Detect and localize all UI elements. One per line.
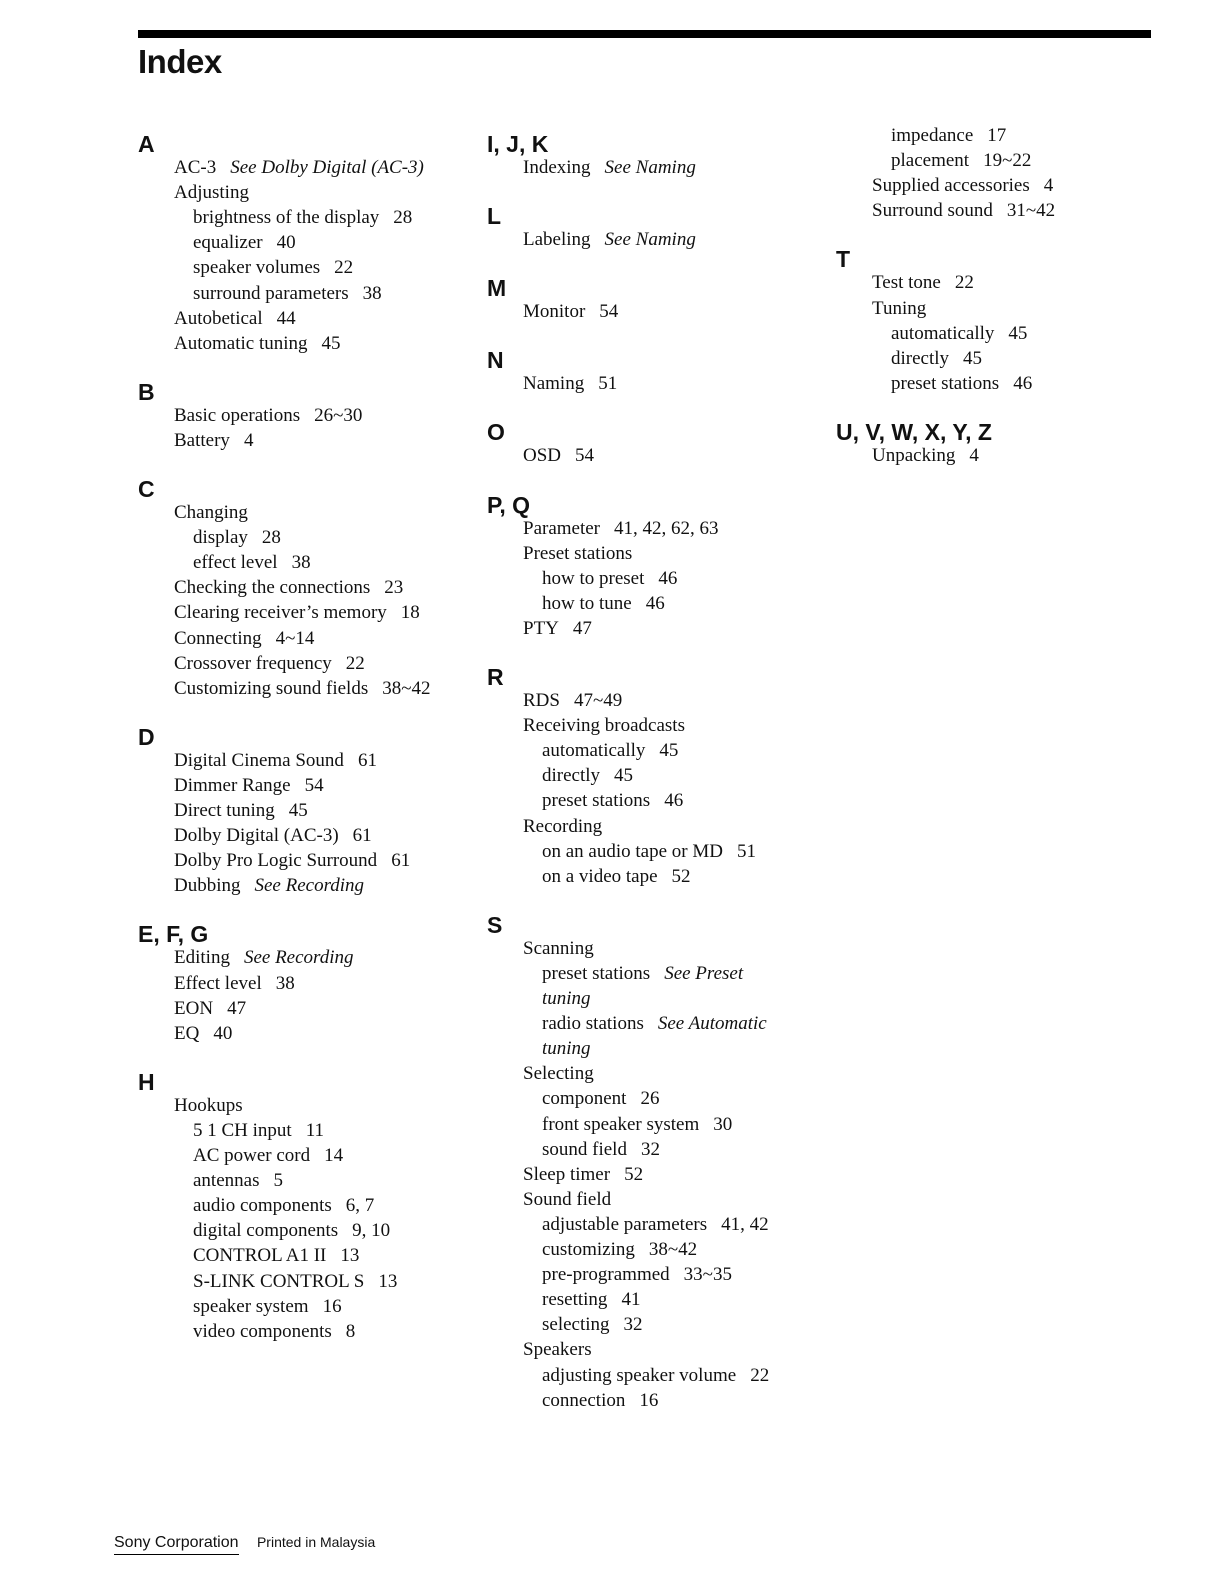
index-term: 5 1 CH input: [193, 1119, 292, 1141]
index-term: adjustable parameters: [542, 1213, 708, 1235]
index-subentry: [542, 789, 683, 813]
page-reference: 4: [1043, 175, 1054, 197]
page-reference: 47: [227, 997, 247, 1019]
page-reference: 4~14: [275, 627, 315, 649]
page-reference: 28: [393, 207, 413, 229]
index-entry: [174, 972, 295, 996]
index-term: RDS: [523, 690, 560, 711]
page-reference: 54: [304, 774, 324, 796]
index-entry: [174, 601, 420, 625]
index-entry: [523, 372, 617, 396]
index-term: CONTROL A1 II: [193, 1245, 327, 1267]
index-term: connection: [542, 1389, 626, 1411]
index-entry: [174, 799, 308, 823]
index-term: front speaker system: [542, 1113, 700, 1135]
page-reference: 45: [1008, 322, 1028, 344]
index-term: on an audio tape or MD: [542, 840, 723, 862]
index-term: Effect level: [174, 972, 262, 994]
index-term: display: [193, 527, 248, 549]
index-subentry: [193, 1244, 359, 1268]
index-entry: [523, 1062, 594, 1086]
page-reference: 51: [598, 373, 618, 395]
index-term: Autobetical: [174, 307, 263, 329]
page-reference: 40: [213, 1022, 233, 1044]
page-reference: 4: [243, 429, 254, 451]
page-reference: 61: [391, 850, 411, 872]
page-reference: 61: [352, 825, 372, 847]
index-entry: [174, 181, 249, 205]
page-reference: 38: [275, 972, 295, 994]
page-reference: 32: [623, 1314, 643, 1336]
index-entry-continuation: tuning: [542, 988, 591, 1009]
index-term: PTY: [523, 617, 559, 639]
index-term: on a video tape: [542, 865, 658, 887]
index-term: Preset stations: [523, 542, 633, 564]
page-reference: 9, 10: [352, 1220, 391, 1242]
index-term: radio stations: [542, 1013, 644, 1035]
index-entry: [523, 689, 622, 713]
index-term: directly: [891, 347, 950, 369]
index-term: digital components: [193, 1220, 339, 1242]
index-entry: [174, 1094, 243, 1118]
index-entry: [523, 617, 592, 641]
index-subentry: [193, 1169, 283, 1193]
index-subentry: [193, 231, 296, 255]
section-heading: M: [487, 275, 507, 302]
page-reference: 45: [288, 800, 308, 821]
index-entry: [523, 815, 602, 839]
page-reference: 61: [357, 749, 377, 771]
index-term: directly: [542, 765, 601, 787]
section-heading: I, J, K: [487, 131, 549, 157]
index-entry: [174, 156, 424, 180]
page-reference: 31~42: [1006, 200, 1056, 222]
index-entry: [174, 652, 365, 676]
section-heading: T: [836, 246, 851, 273]
index-term: Hookups: [174, 1094, 243, 1116]
section-heading: S: [487, 911, 503, 938]
index-term: Connecting: [174, 627, 262, 649]
index-term: antennas: [193, 1170, 260, 1192]
index-term: customizing: [542, 1239, 635, 1260]
index-entry: [523, 300, 618, 324]
index-term: Tuning: [872, 297, 927, 319]
page-reference: 22: [954, 272, 974, 294]
index-subentry: [193, 256, 353, 280]
index-subentry: [542, 840, 756, 864]
page-reference: 54: [575, 445, 595, 467]
index-entry: [872, 297, 926, 321]
index-term: Editing: [174, 947, 230, 969]
index-entry: [174, 946, 354, 970]
page-reference: 28: [261, 527, 281, 549]
index-subentry: [542, 1087, 659, 1111]
page-reference: 4: [969, 444, 979, 466]
page-reference: 11: [305, 1119, 324, 1141]
index-subentry: [193, 1144, 343, 1168]
index-term: Digital Cinema Sound: [174, 749, 344, 771]
index-term: brightness of the display: [193, 207, 380, 229]
index-entry: [523, 228, 696, 252]
page-reference: 52: [671, 865, 691, 887]
index-entry: [174, 332, 341, 356]
index-term: Dimmer Range: [174, 774, 291, 796]
index-subentry: [542, 1313, 643, 1337]
index-subentry: [891, 347, 982, 371]
index-term: Customizing sound fields: [174, 677, 369, 699]
index-entry: [174, 997, 246, 1021]
index-entry: [174, 1022, 232, 1046]
section-heading: L: [487, 203, 502, 230]
page-reference: 22: [750, 1364, 770, 1386]
page-reference: 17: [987, 125, 1007, 146]
index-term: impedance: [891, 125, 974, 146]
page-reference: 54: [599, 301, 619, 323]
index-subentry: [542, 1389, 658, 1413]
page-reference: 30: [713, 1113, 733, 1135]
index-subentry: [542, 567, 677, 591]
page-reference: 26: [640, 1088, 660, 1110]
section-heading: H: [138, 1068, 155, 1095]
see-reference: See Naming: [604, 157, 696, 178]
index-term: audio components: [193, 1195, 332, 1217]
index-term: Adjusting: [174, 182, 249, 204]
index-term: Dolby Digital (AC-3): [174, 825, 339, 847]
index-term: Indexing: [523, 157, 591, 178]
index-term: preset stations: [542, 790, 651, 812]
index-term: sound field: [542, 1138, 627, 1160]
see-reference: See Dolby Digital (AC-3): [230, 157, 424, 178]
index-subentry: [542, 1238, 697, 1262]
footer-printed-note: Printed in Malaysia: [256, 1534, 376, 1550]
index-subentry: [193, 282, 382, 306]
index-subentry: [542, 1138, 660, 1162]
index-subentry: [542, 1288, 640, 1312]
index-term: Labeling: [523, 229, 591, 251]
page-reference: 51: [736, 840, 756, 862]
page-reference: 45: [614, 765, 634, 787]
page-reference: 33~35: [683, 1264, 732, 1286]
index-term: Changing: [174, 502, 248, 523]
index-subentry: [891, 149, 1031, 173]
index-entry: [174, 501, 248, 525]
page-reference: 13: [378, 1270, 398, 1292]
page-reference: 23: [384, 577, 404, 599]
index-term: EON: [174, 997, 214, 1019]
page-reference: 41, 42: [721, 1213, 769, 1235]
index-subentry: [193, 1270, 397, 1294]
see-reference: See Automatic: [657, 1013, 767, 1035]
index-entry: [174, 404, 362, 428]
index-entry: [174, 576, 403, 600]
index-term: effect level: [193, 552, 278, 574]
page-reference: 38: [362, 282, 382, 304]
index-entry: [174, 307, 296, 331]
index-entry: [523, 1163, 643, 1187]
index-entry: [872, 444, 979, 468]
section-heading: R: [487, 664, 504, 690]
index-subentry: [542, 1113, 732, 1137]
index-term: video components: [193, 1320, 332, 1342]
index-term: placement: [891, 150, 970, 172]
footer-company: Sony Corporation: [114, 1534, 239, 1555]
index-subentry: [193, 1219, 390, 1243]
index-term: OSD: [523, 445, 562, 467]
index-subentry: [542, 1037, 591, 1061]
section-heading: E, F, G: [138, 921, 209, 948]
index-subentry: [542, 987, 591, 1011]
index-entry: [523, 714, 685, 738]
section-heading: N: [487, 347, 504, 374]
page-reference: 45: [321, 332, 341, 354]
section-heading: D: [138, 723, 155, 750]
page-reference: 16: [322, 1295, 342, 1317]
page-reference: 13: [340, 1245, 360, 1267]
index-entry: [174, 677, 431, 701]
page-reference: 18: [400, 602, 420, 624]
index-subentry: [891, 322, 1027, 346]
index-term: adjusting speaker volume: [542, 1364, 737, 1386]
page-reference: 46: [658, 567, 678, 589]
index-term: Test tone: [872, 272, 941, 294]
index-term: AC power cord: [193, 1145, 311, 1166]
section-heading: P, Q: [487, 491, 531, 518]
page-reference: 14: [324, 1145, 344, 1166]
index-entry: [523, 1338, 592, 1362]
page-reference: 46: [664, 790, 684, 812]
index-term: automatically: [542, 740, 646, 762]
page-reference: 46: [645, 592, 665, 614]
index-term: Basic operations: [174, 404, 301, 426]
index-subentry: [542, 1213, 769, 1237]
page-reference: 32: [640, 1138, 660, 1160]
index-term: preset stations: [891, 372, 1000, 394]
index-term: how to tune: [542, 592, 632, 614]
index-term: Naming: [523, 373, 585, 395]
index-subentry: [542, 764, 633, 788]
index-term: component: [542, 1088, 627, 1110]
page-title: Index: [138, 43, 222, 80]
index-subentry: [193, 206, 412, 230]
index-term: Surround sound: [872, 200, 993, 222]
index-term: AC-3: [174, 157, 217, 178]
index-term: Clearing receiver’s memory: [174, 602, 387, 624]
index-term: equalizer: [193, 232, 263, 254]
page-reference: 19~22: [983, 150, 1032, 172]
page-reference: 38~42: [648, 1239, 698, 1260]
index-term: selecting: [542, 1314, 610, 1336]
index-subentry: [891, 124, 1006, 148]
index-subentry: [542, 1263, 732, 1287]
index-subentry: [193, 1194, 374, 1218]
index-term: automatically: [891, 322, 995, 344]
page-reference: 45: [963, 347, 983, 369]
index-term: Dolby Pro Logic Surround: [174, 850, 378, 872]
page-reference: 44: [276, 307, 296, 329]
page-reference: 38~42: [382, 677, 431, 699]
index-subentry: [193, 526, 281, 550]
footer: [114, 1534, 375, 1555]
page-reference: 8: [345, 1320, 356, 1342]
index-term: Selecting: [523, 1063, 594, 1085]
index-subentry: [542, 592, 665, 616]
section-heading: C: [138, 476, 155, 502]
index-subentry: [542, 1012, 767, 1036]
index-subentry: [193, 551, 311, 575]
page-reference: 22: [334, 257, 354, 279]
index-term: Parameter: [523, 517, 601, 539]
page-reference: 40: [276, 232, 296, 254]
page-reference: 38: [291, 552, 311, 574]
index-subentry: [193, 1295, 342, 1319]
index-term: Automatic tuning: [174, 332, 308, 354]
page-reference: 41, 42, 62, 63: [614, 517, 719, 539]
index-entry: [523, 542, 632, 566]
see-reference: See Preset: [664, 962, 744, 984]
index-term: resetting: [542, 1289, 608, 1311]
index-entry: [174, 824, 372, 848]
index-term: Dubbing: [174, 875, 241, 897]
index-subentry: [542, 1364, 769, 1388]
index-term: speaker volumes: [193, 257, 321, 279]
index-entry-continuation: tuning: [542, 1038, 591, 1060]
index-term: preset stations: [542, 962, 651, 984]
index-term: Scanning: [523, 937, 594, 959]
index-term: Sound field: [523, 1188, 612, 1210]
index-term: S-LINK CONTROL S: [193, 1270, 365, 1292]
index-entry: [174, 849, 410, 873]
index-entry: [523, 156, 696, 180]
see-reference: See Recording: [254, 875, 365, 897]
index-entry: [174, 774, 324, 798]
index-entry: [523, 1188, 611, 1212]
page-reference: 41: [621, 1289, 641, 1311]
page-reference: 47: [572, 617, 592, 639]
page-reference: 47~49: [573, 690, 623, 711]
page-reference: 5: [273, 1170, 283, 1192]
index-subentry: [542, 739, 678, 763]
index-term: surround parameters: [193, 282, 349, 304]
index-entry: [523, 444, 594, 468]
index-term: how to preset: [542, 567, 645, 589]
index-term: pre-programmed: [542, 1264, 670, 1286]
index-entry: [872, 199, 1055, 223]
page-reference: 46: [1013, 372, 1033, 394]
index-entry: [872, 174, 1053, 198]
page-reference: 45: [659, 740, 679, 762]
index-term: Sleep timer: [523, 1163, 611, 1185]
page-reference: 52: [624, 1163, 644, 1185]
index-entry: [523, 937, 594, 961]
page-reference: 26~30: [314, 404, 363, 426]
top-rule: [138, 30, 1151, 38]
index-entry: [174, 429, 253, 453]
section-heading: U, V, W, X, Y, Z: [836, 418, 992, 445]
index-entry: [174, 627, 314, 651]
index-subentry: [193, 1119, 324, 1143]
index-term: Checking the connections: [174, 577, 371, 599]
page-reference: 16: [639, 1389, 659, 1411]
section-heading: A: [138, 131, 155, 157]
index-subentry: [542, 962, 743, 986]
index-entry: [174, 874, 364, 898]
section-heading: O: [487, 419, 505, 446]
page-reference: 22: [345, 652, 365, 674]
index-term: Supplied accessories: [872, 175, 1030, 197]
index-term: speaker system: [193, 1295, 309, 1317]
see-reference: See Recording: [243, 947, 354, 969]
index-subentry: [193, 1320, 355, 1344]
index-term: Monitor: [523, 301, 586, 323]
index-subentry: [891, 372, 1032, 396]
index-term: Receiving broadcasts: [523, 715, 685, 737]
index-term: Crossover frequency: [174, 652, 332, 674]
section-heading: B: [138, 378, 155, 405]
index-entry: [523, 517, 719, 541]
see-reference: See Naming: [604, 229, 696, 251]
index-term: Battery: [174, 429, 230, 451]
index-entry: [174, 749, 377, 773]
index-term: Recording: [523, 815, 603, 837]
index-term: Direct tuning: [174, 800, 275, 821]
index-term: EQ: [174, 1022, 200, 1044]
index-entry: [872, 271, 974, 295]
index-subentry: [542, 865, 691, 889]
page-reference: 6, 7: [345, 1195, 375, 1217]
index-term: Unpacking: [872, 444, 956, 466]
index-term: Speakers: [523, 1339, 592, 1361]
